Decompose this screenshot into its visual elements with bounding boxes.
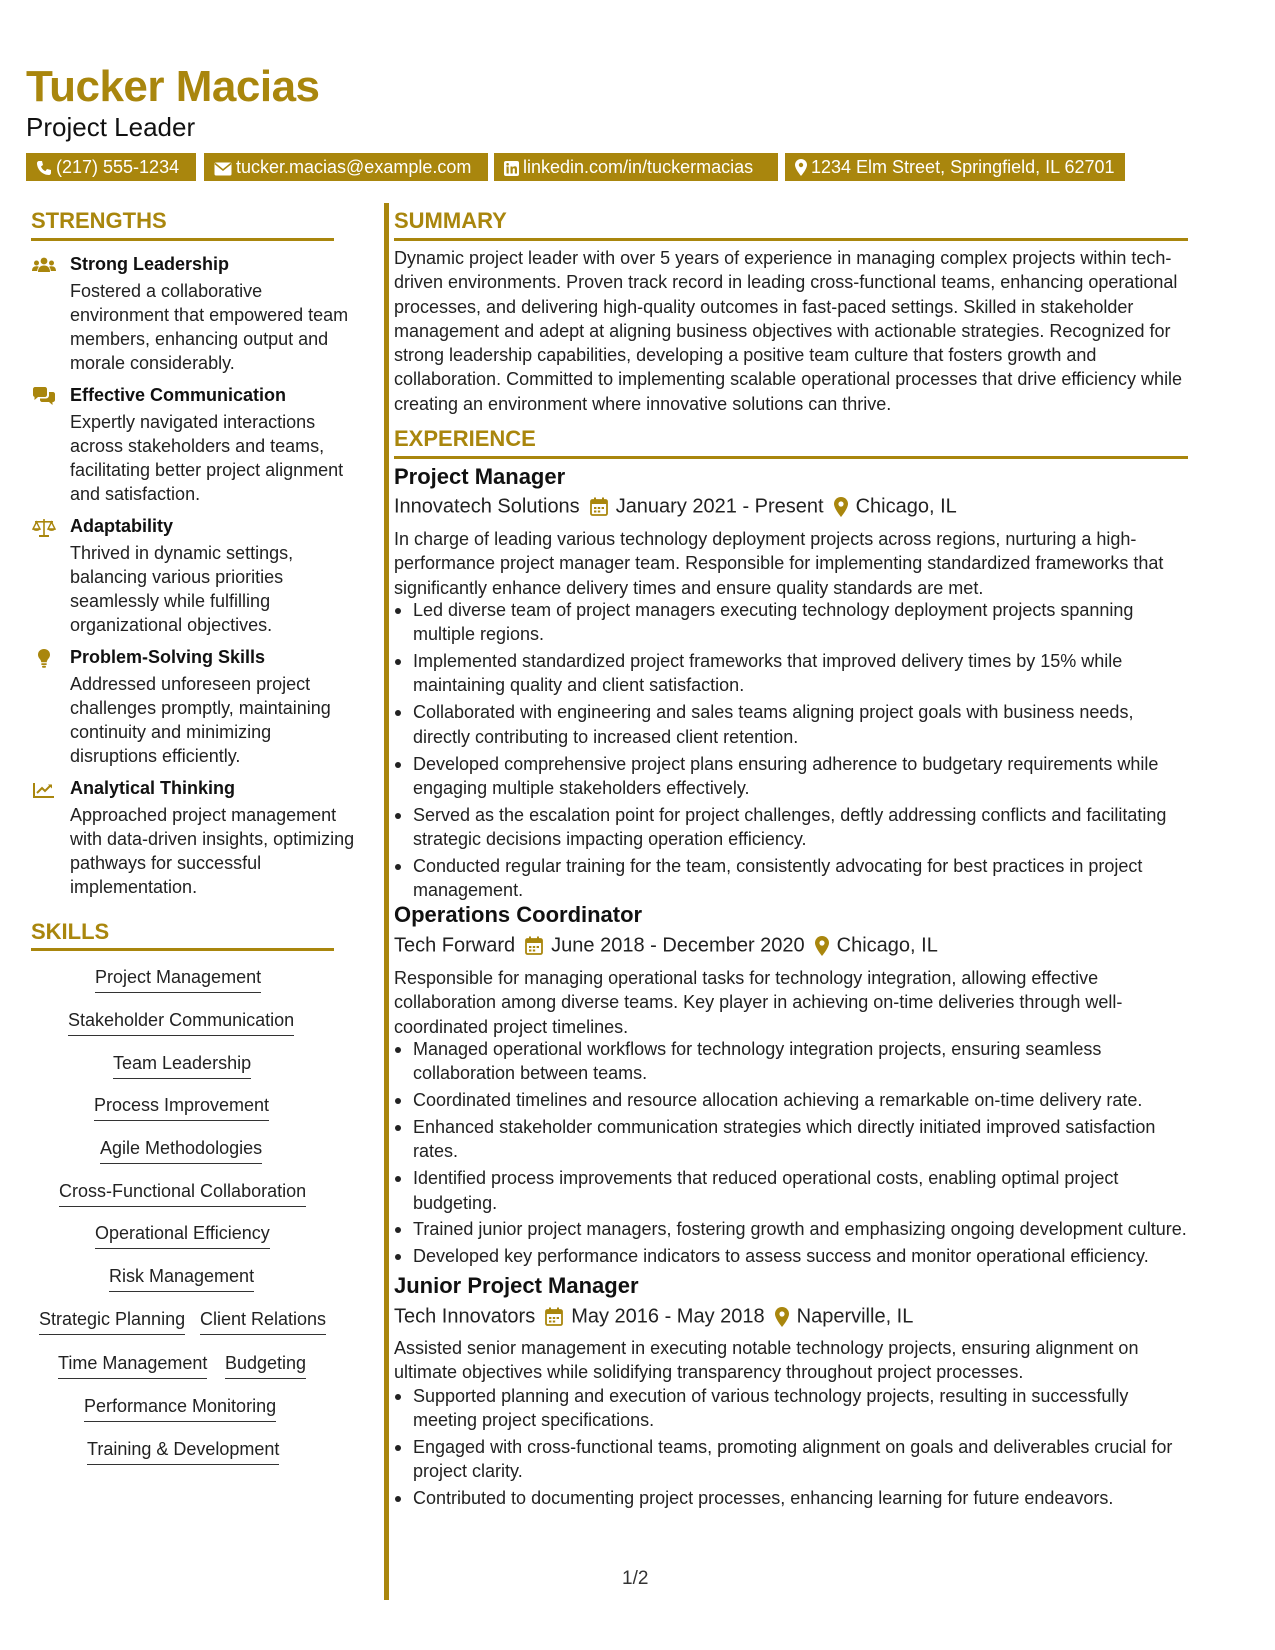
skill-tag: Time Management xyxy=(58,1352,207,1379)
job-dates: January 2021 - Present xyxy=(615,495,824,518)
contact-email-text: tucker.macias@example.com xyxy=(236,157,472,177)
strengths-rule xyxy=(31,238,334,241)
job-company: Innovatech Solutions xyxy=(394,495,580,518)
skill-tag: Stakeholder Communication xyxy=(68,1009,294,1036)
job-meta xyxy=(394,492,957,520)
experience-heading: EXPERIENCE xyxy=(394,426,536,451)
phone-icon xyxy=(36,160,52,176)
job-title: Operations Coordinator xyxy=(394,902,643,927)
experience-rule xyxy=(394,456,1188,459)
job-dates: May 2016 - May 2018 xyxy=(571,1305,765,1328)
skill-tag: Operational Efficiency xyxy=(95,1222,270,1249)
contact-phone[interactable] xyxy=(26,153,196,181)
comments-icon xyxy=(32,387,56,407)
linkedin-icon xyxy=(504,161,519,176)
skill-tag: Team Leadership xyxy=(113,1052,251,1079)
job-bullet: Engaged with cross-functional teams, promoting alignment on goals and deliverables crucial for project clarity. xyxy=(394,1435,1194,1484)
job-description: Assisted senior management in executing notable technology projects, ensuring alignment on ultimate objectives while solidifying transparency throughout project processes. xyxy=(394,1338,1139,1383)
candidate-name: Tucker Macias xyxy=(26,62,320,111)
contact-address-text: 1234 Elm Street, Springfield, IL 62701 xyxy=(811,157,1115,177)
strength-title: Effective Communication xyxy=(70,385,287,405)
strength-description: Approached project management with data-driven insights, optimizing pathways for successful implementation. xyxy=(70,805,355,897)
job-bullets xyxy=(394,1037,1194,1271)
job-bullet: Supported planning and execution of various technology projects, resulting in successfully meeting project specifications. xyxy=(394,1384,1194,1433)
column-divider xyxy=(384,203,389,1600)
map-marker-icon xyxy=(815,936,829,956)
job-title: Junior Project Manager xyxy=(394,1273,639,1298)
skills-rule xyxy=(31,948,334,951)
job-bullet: Developed key performance indicators to assess success and monitor operational efficiency. xyxy=(394,1244,1194,1268)
job-bullet: Led diverse team of project managers executing technology deployment projects spanning multiple regions. xyxy=(394,598,1194,647)
job-description: In charge of leading various technology deployment projects across regions, nurturing a high-performance project manager team. Responsible for implementing standardized frameworks that significantly enhance delivery times and ensure quality standards are met. xyxy=(394,529,1164,598)
job-bullet: Served as the escalation point for project challenges, deftly addressing conflicts and facilitating strategic decisions impacting operation efficiency. xyxy=(394,803,1194,852)
envelope-icon xyxy=(214,162,232,176)
map-marker-icon xyxy=(795,159,807,176)
skill-tag: Project Management xyxy=(95,966,261,993)
page-number: 1/2 xyxy=(622,1568,649,1589)
job-bullet: Implemented standardized project frameworks that improved delivery times by 15% while maintaining quality and client satisfaction. xyxy=(394,649,1194,698)
job-company: Tech Innovators xyxy=(394,1305,536,1328)
summary-rule xyxy=(394,238,1188,241)
contact-email[interactable] xyxy=(204,153,488,181)
summary-heading: SUMMARY xyxy=(394,208,507,233)
balance-scale-icon xyxy=(32,518,56,538)
job-bullet: Conducted regular training for the team, consistently advocating for best practices in project management. xyxy=(394,854,1194,903)
contact-linkedin[interactable] xyxy=(494,153,778,181)
job-bullet: Contributed to documenting project processes, enhancing learning for future endeavors. xyxy=(394,1486,1194,1510)
skill-tag: Budgeting xyxy=(225,1352,306,1379)
job-location: Chicago, IL xyxy=(855,495,957,518)
users-icon xyxy=(32,256,56,276)
strength-title: Strong Leadership xyxy=(70,254,230,274)
contact-address xyxy=(785,153,1125,181)
strength-description: Expertly navigated interactions across stakeholders and teams, facilitating better project alignment and satisfaction. xyxy=(70,412,344,504)
calendar-icon xyxy=(525,936,543,955)
job-bullet: Developed comprehensive project plans ensuring adherence to budgetary requirements while engaging multiple stakeholders effectively. xyxy=(394,752,1194,801)
job-bullet: Enhanced stakeholder communication strategies which directly initiated improved satisfaction rates. xyxy=(394,1115,1194,1164)
skill-tag: Strategic Planning xyxy=(39,1308,185,1335)
job-location: Naperville, IL xyxy=(796,1305,914,1328)
skill-tag: Agile Methodologies xyxy=(100,1137,262,1164)
skill-tag: Training & Development xyxy=(87,1438,279,1465)
job-bullet: Identified process improvements that reduced operational costs, enabling optimal project budgeting. xyxy=(394,1166,1194,1215)
skill-tag: Risk Management xyxy=(109,1265,254,1292)
skill-tag: Performance Monitoring xyxy=(84,1395,276,1422)
contact-phone-text: (217) 555-1234 xyxy=(56,157,180,177)
strength-title: Problem-Solving Skills xyxy=(70,647,266,667)
skill-tag: Process Improvement xyxy=(94,1094,269,1121)
strength-title: Analytical Thinking xyxy=(70,778,236,798)
strength-title: Adaptability xyxy=(70,516,174,536)
summary-text: Dynamic project leader with over 5 years of experience in managing complex projects within tech-driven environments. Proven track record in leading cross-functional teams, enhancing operational processes, and delivering high-quality outcomes in fast-paced settings. Skilled in stakeholder management and adept at aligning business objectives with actionable strategies. Recognized for strong leadership capabilities, developing a positive team culture that fosters growth and collaboration. Committed to implementing scalable operational processes that drive efficiency while creating an environment where innovative solutions can thrive. xyxy=(394,248,1183,414)
job-bullet: Trained junior project managers, fostering growth and emphasizing ongoing development culture. xyxy=(394,1217,1194,1241)
lightbulb-icon xyxy=(32,649,56,669)
job-bullets xyxy=(394,598,1194,905)
skill-tag: Client Relations xyxy=(200,1308,326,1335)
job-bullet: Managed operational workflows for technology integration projects, ensuring seamless collaboration between teams. xyxy=(394,1037,1194,1086)
skills-heading: SKILLS xyxy=(31,919,110,944)
job-meta xyxy=(394,1302,913,1330)
map-marker-icon xyxy=(775,1307,789,1327)
job-meta xyxy=(394,931,938,959)
chart-line-icon xyxy=(32,780,56,800)
job-company: Tech Forward xyxy=(394,934,516,957)
strength-description: Fostered a collaborative environment that empowered team members, enhancing output and morale considerably. xyxy=(70,281,349,373)
candidate-title: Project Leader xyxy=(26,112,196,142)
strengths-heading: STRENGTHS xyxy=(31,208,167,233)
contact-linkedin-text: linkedin.com/in/tuckermacias xyxy=(523,157,754,177)
strength-description: Thrived in dynamic settings, balancing various priorities seamlessly while fulfilling organizational objectives. xyxy=(70,543,294,635)
job-bullets xyxy=(394,1384,1194,1513)
map-marker-icon xyxy=(834,497,848,517)
job-bullet: Collaborated with engineering and sales teams aligning project goals with business needs, directly contributing to increased client retention. xyxy=(394,700,1194,749)
job-title: Project Manager xyxy=(394,464,566,489)
skill-tag: Cross-Functional Collaboration xyxy=(59,1180,306,1207)
job-location: Chicago, IL xyxy=(836,934,938,957)
job-dates: June 2018 - December 2020 xyxy=(551,934,805,957)
strength-description: Addressed unforeseen project challenges promptly, maintaining continuity and minimizing disruptions efficiently. xyxy=(70,674,331,766)
calendar-icon xyxy=(545,1307,563,1326)
calendar-icon xyxy=(590,497,608,516)
job-description: Responsible for managing operational tasks for technology integration, allowing effective collaboration among diverse teams. Key player in achieving on-time deliveries through well-coordinated project timelines. xyxy=(394,968,1123,1037)
job-bullet: Coordinated timelines and resource allocation achieving a remarkable on-time delivery rate. xyxy=(394,1088,1194,1112)
